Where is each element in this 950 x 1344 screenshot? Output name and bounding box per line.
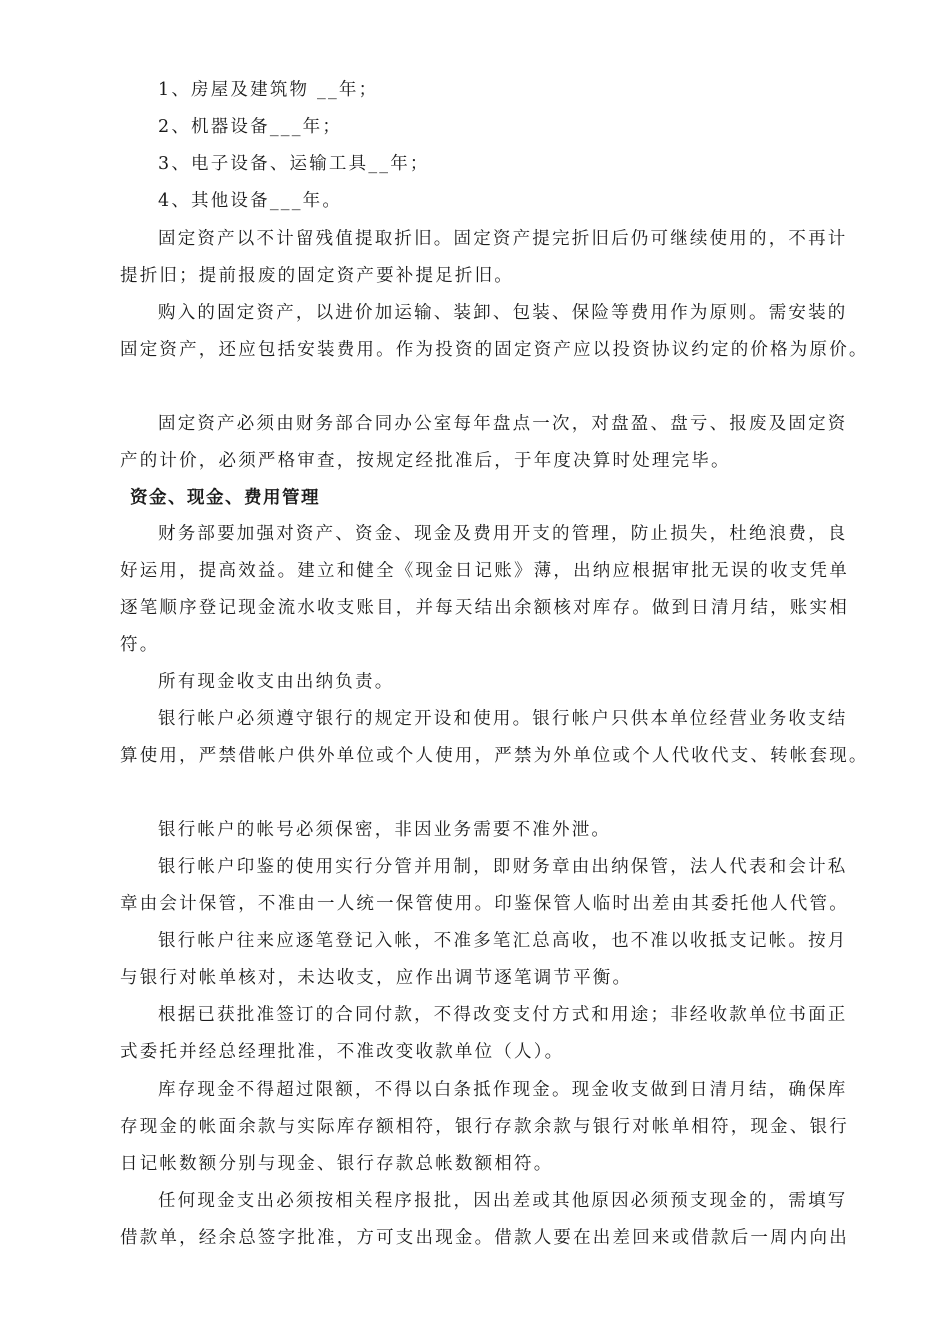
paragraph-line: 章由会计保管，不准由一人统一保管使用。印鉴保管人临时出差由其委托他人代管。 — [120, 894, 849, 914]
paragraph-line: 固定资产以不计留残值提取折旧。固定资产提完折旧后仍可继续使用的，不再计 — [158, 229, 848, 249]
paragraph-line: 式委托并经总经理批准，不准改变收款单位（人）。 — [120, 1042, 565, 1062]
paragraph-line: 固定资产，还应包括安装费用。作为投资的固定资产应以投资协议约定的价格为原价。 — [120, 340, 869, 360]
paragraph-line: 符。 — [120, 635, 160, 655]
paragraph-line: 库存现金不得超过限额，不得以白条抵作现金。现金收支做到日清月结，确保库 — [158, 1080, 848, 1100]
list-item: 3、电子设备、运输工具__年； — [158, 154, 430, 174]
paragraph-line: 任何现金支出必须按相关程序报批，因出差或其他原因必须预支现金的，需填写 — [158, 1191, 848, 1211]
paragraph-line: 日记帐数额分别与现金、银行存款总帐数额相符。 — [120, 1154, 554, 1174]
paragraph-line: 产的计价，必须严格审查，按规定经批准后，于年度决算时处理完毕。 — [120, 451, 731, 471]
section-heading: 资金、现金、费用管理 — [130, 488, 320, 508]
paragraph-line: 所有现金收支由出纳负责。 — [158, 672, 395, 692]
paragraph-line: 提折旧；提前报废的固定资产要补提足折旧。 — [120, 266, 514, 286]
list-item: 2、机器设备___年； — [158, 117, 343, 137]
paragraph-line: 银行帐户必须遵守银行的规定开设和使用。银行帐户只供本单位经营业务收支结 — [158, 709, 848, 729]
paragraph-line: 逐笔顺序登记现金流水收支账目，并每天结出余额核对库存。做到日清月结，账实相 — [120, 598, 849, 618]
list-item: 4、其他设备___年。 — [158, 191, 343, 211]
paragraph-line: 固定资产必须由财务部合同办公室每年盘点一次，对盘盈、盘亏、报废及固定资 — [158, 414, 848, 434]
paragraph-line: 与银行对帐单核对，未达收支，应作出调节逐笔调节平衡。 — [120, 968, 633, 988]
paragraph-line: 根据已获批准签订的合同付款，不得改变支付方式和用途；非经收款单位书面正 — [158, 1005, 848, 1025]
list-item: 1、房屋及建筑物 __年； — [158, 80, 379, 100]
paragraph-line: 银行帐户往来应逐笔登记入帐，不准多笔汇总高收，也不准以收抵支记帐。按月 — [158, 931, 848, 951]
paragraph-line: 借款单，经余总签字批准，方可支出现金。借款人要在出差回来或借款后一周内向出 — [120, 1228, 849, 1248]
paragraph-line: 银行帐户印鉴的使用实行分管并用制，即财务章由出纳保管，法人代表和会计私 — [158, 857, 848, 877]
paragraph-line: 财务部要加强对资产、资金、现金及费用开支的管理，防止损失，杜绝浪费，良 — [158, 524, 848, 544]
paragraph-line: 购入的固定资产，以进价加运输、装卸、包装、保险等费用作为原则。需安装的 — [158, 303, 848, 323]
paragraph-line: 算使用，严禁借帐户供外单位或个人使用，严禁为外单位或个人代收代支、转帐套现。 — [120, 746, 869, 766]
paragraph-line: 银行帐户的帐号必须保密，非因业务需要不准外泄。 — [158, 820, 612, 840]
paragraph-line: 存现金的帐面余款与实际库存额相符，银行存款余款与银行对帐单相符，现金、银行 — [120, 1117, 849, 1137]
paragraph-line: 好运用，提高效益。建立和健全《现金日记账》薄，出纳应根据审批无误的收支凭单 — [120, 561, 849, 581]
